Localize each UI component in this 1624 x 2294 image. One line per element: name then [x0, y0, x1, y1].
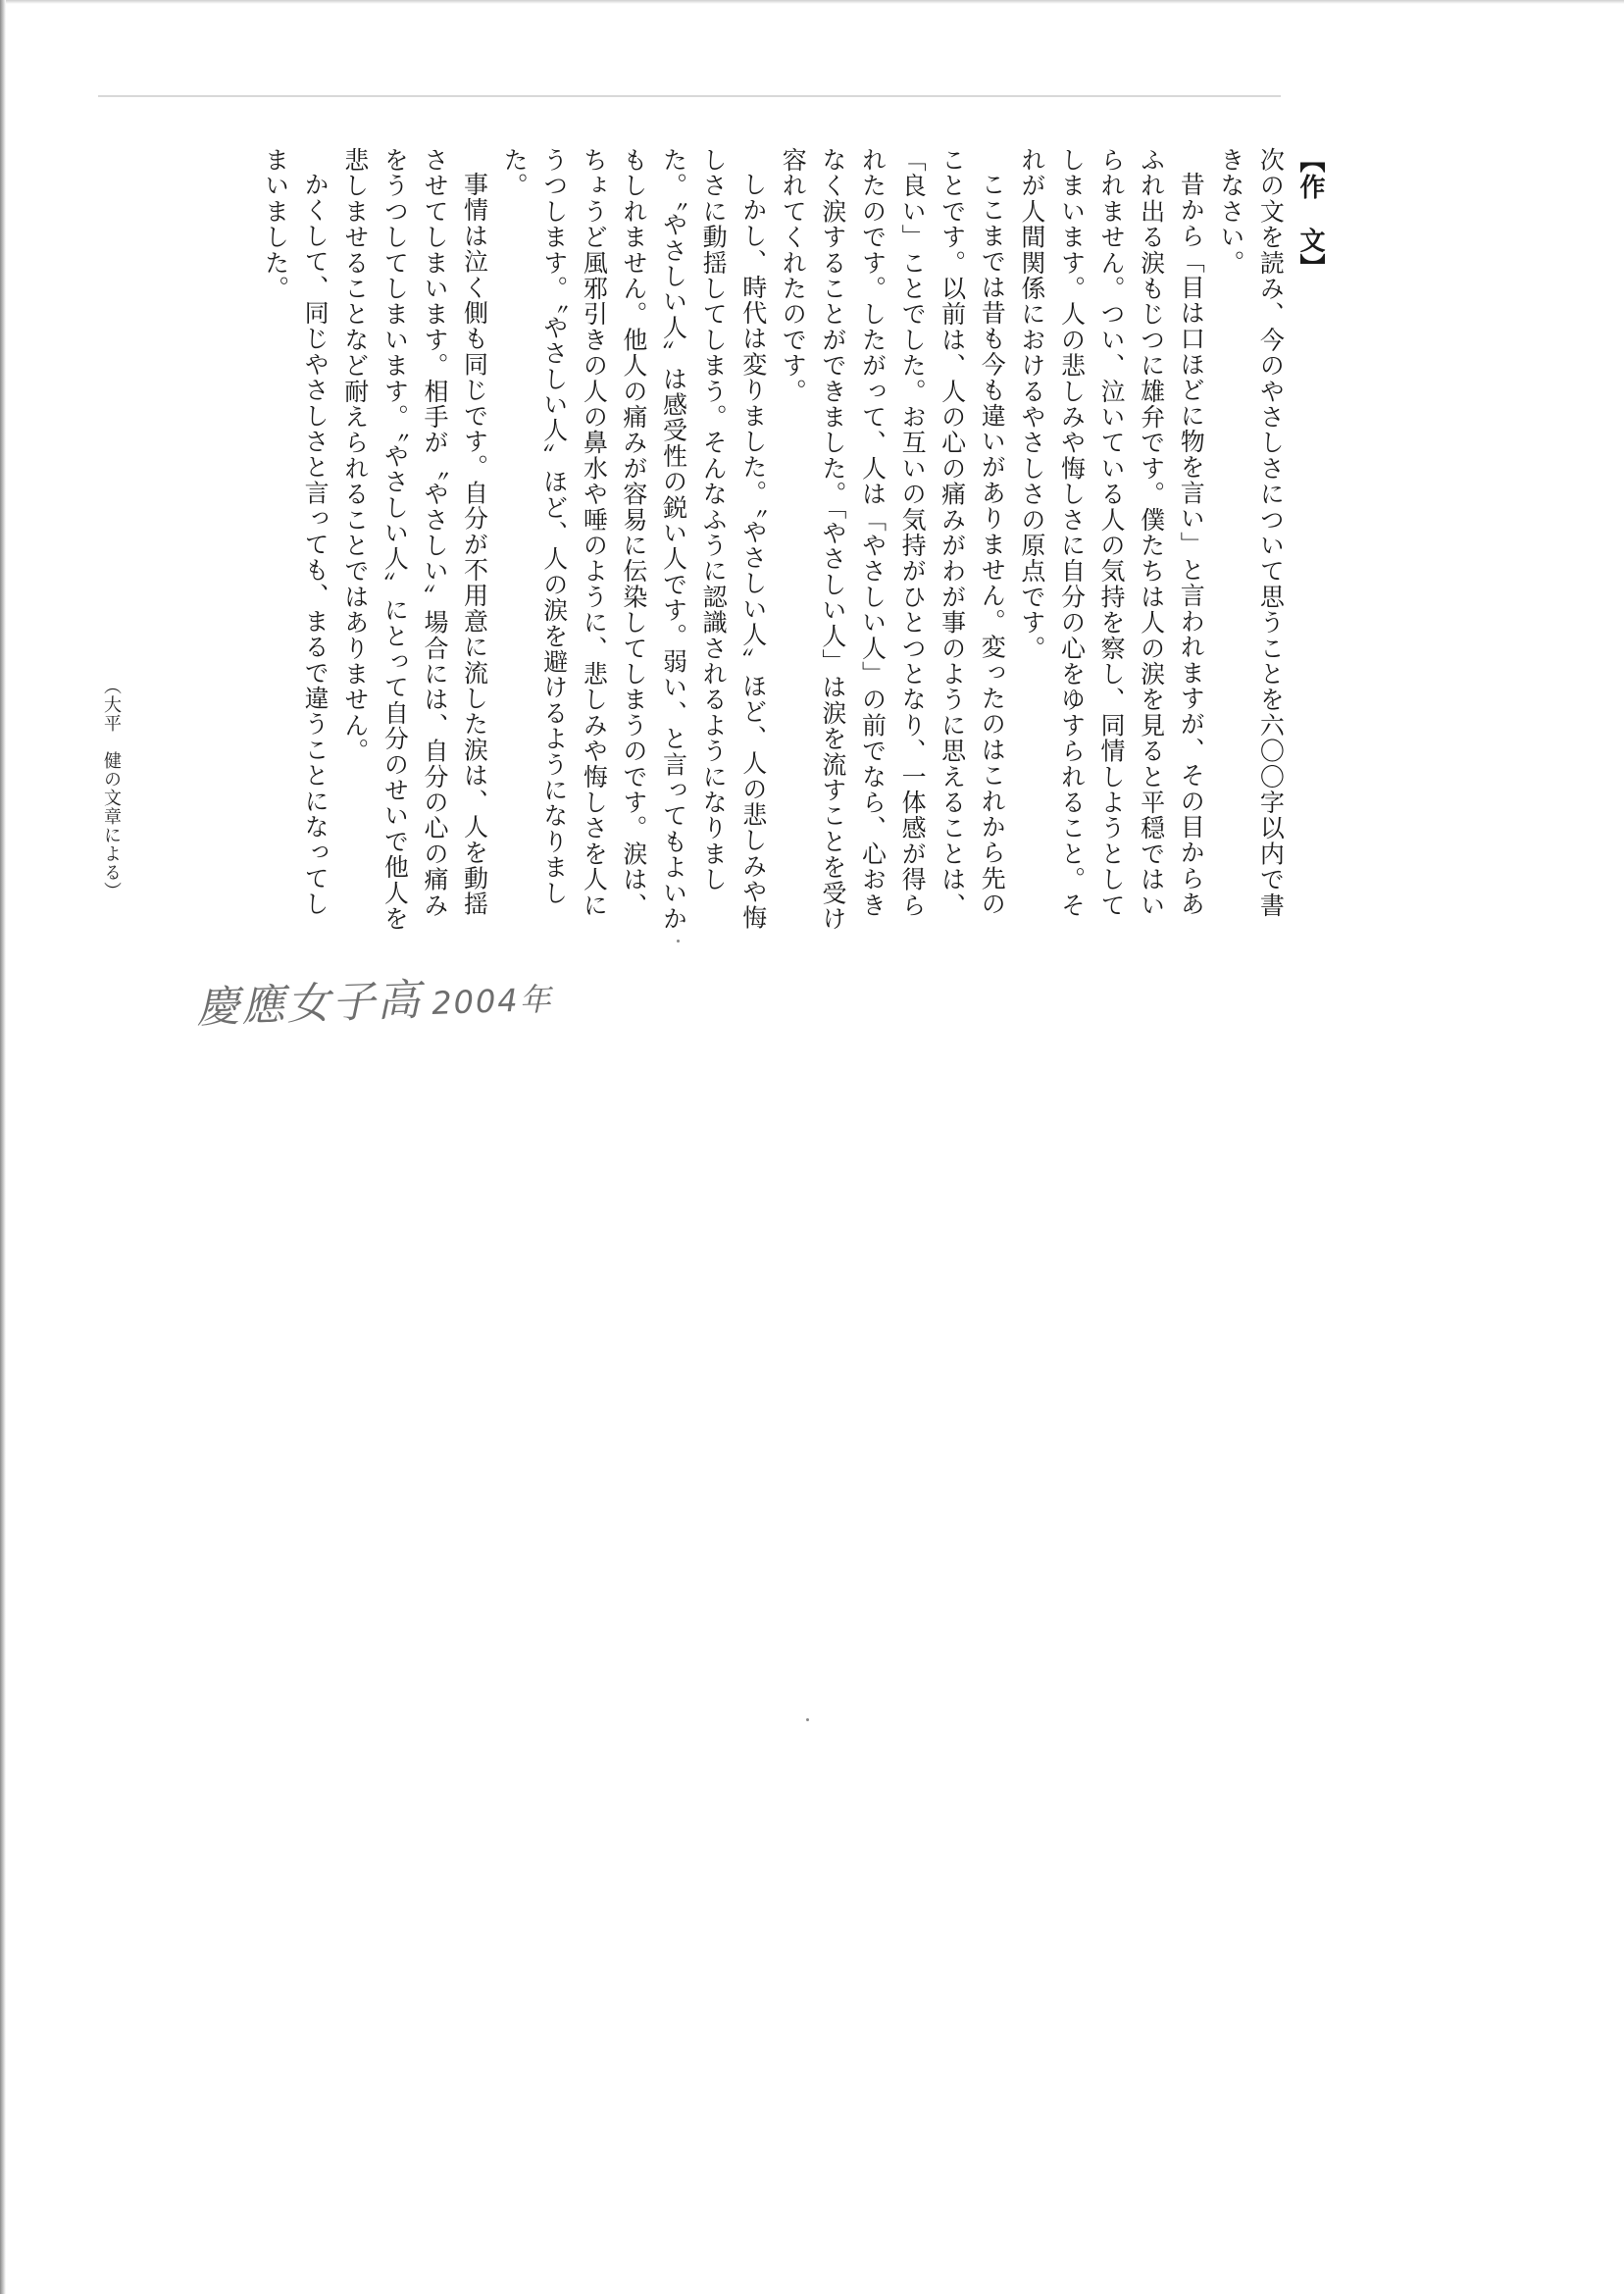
paragraph-1: 昔から「目は口ほどに物を言い」と言われますが、その目からあふれ出る涙もじつに雄弁です。僕たちは人の涙を見ると平穏ではいられません。つい、泣いている人の気持を察し、同情しようとしてしまいます。人の悲しみや悔しさに自分の心をゆすられること。それが人間関係におけるやさしさの原点です。	[1017, 147, 1206, 918]
handwritten-school: 慶應女子高	[195, 975, 424, 1034]
paragraph-5: かくして、同じやさしさと言っても、まるで違うことになってしまいました。	[261, 147, 330, 917]
source-citation: （大平 健の文章による）	[101, 677, 122, 900]
section-heading: 【作 文】	[1295, 147, 1325, 280]
instruction-text: 次の文を読み、今のやさしさについて思うことを六〇〇字以内で書きなさい。	[1216, 147, 1286, 918]
handwritten-year: 2004年	[431, 980, 554, 1022]
scan-edge-top	[0, 0, 1624, 4]
paragraph-4: 事情は泣く側も同じです。自分が不用意に流した涙は、人を動揺させてしまいます。相手が〝やさしい〟場合には、自分の心の痛みをうつしてしまいます。〝やさしい人〟にとって自分のせいで他人を悲しませることなど耐えられることではありません。	[340, 147, 489, 932]
handwritten-note	[195, 960, 553, 1036]
essay-text-block	[182, 147, 1330, 932]
page-rule	[98, 95, 1281, 97]
scan-speck	[677, 940, 680, 943]
scan-edge-left	[0, 0, 6, 2294]
paragraph-3: しかし、時代は変りました。〝やさしい人〟ほど、人の悲しみや悔しさに動揺してしまう。そんなふうに認識されるようになりました。〝やさしい人〟は感受性の鋭い人です。弱い、と言ってもよいかもしれません。他人の痛みが容易に伝染してしまうのです。涙は、ちょうど風邪引きの人の鼻水や唾のように、悲しみや悔しさを人にうつします。〝やさしい人〟ほど、人の涙を避けるようになりました。	[500, 147, 768, 932]
paragraph-2: ここまでは昔も今も違いがありません。変ったのはこれから先のことです。以前は、人の心の痛みがわが事のように思えることは、「良い」ことでした。お互いの気持がひとつとなり、一体感が得られたのです。したがって、人は「やさしい人」の前でなら、心おきなく涙することができました。「やさしい人」は涙を流すことを受け容れてくれたのです。	[779, 147, 1007, 932]
scan-speck	[806, 1718, 809, 1721]
